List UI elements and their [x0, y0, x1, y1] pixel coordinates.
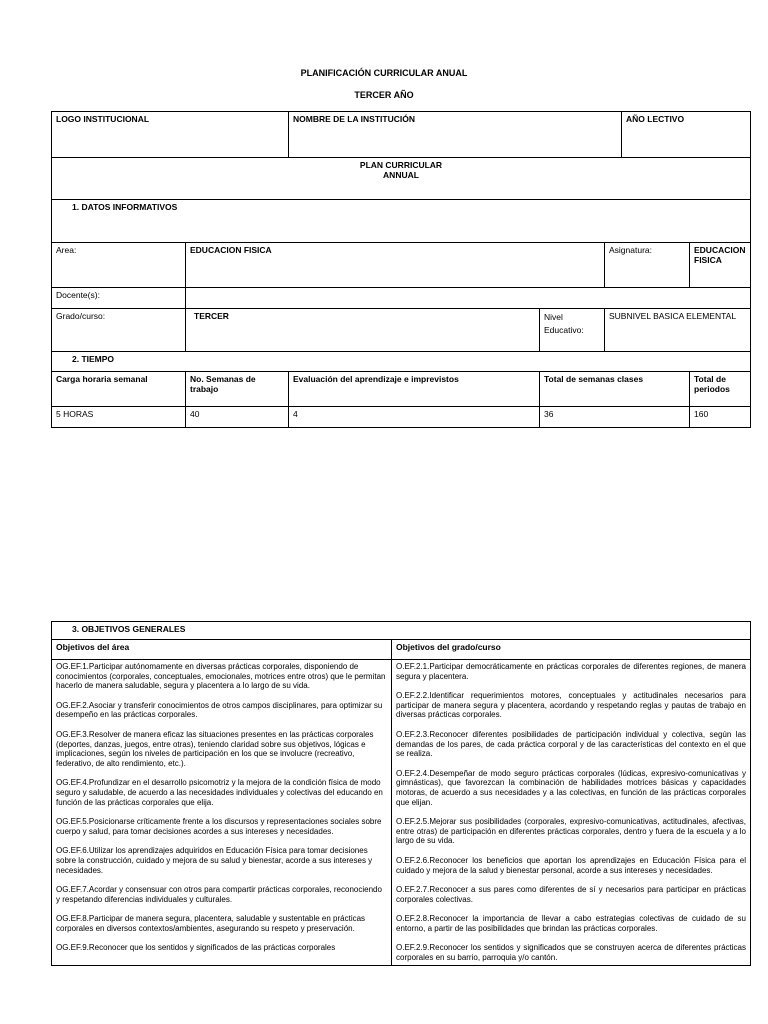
objetivo-grado-item: O.EF.2.1.Participar democráticamente en prácticas corporales de diferentes regiones, de manera segura y placentera.	[396, 662, 746, 681]
grado-value: TERCER	[186, 309, 540, 352]
nivel-label	[540, 309, 605, 352]
objetivo-area-item: OG.EF.3.Resolver de manera eficaz las situaciones presentes en las prácticas corporales (deportes, danzas, juegos, entre otras), teniendo claridad sobre sus objetivos, lógicas e implicaciones, según los niveles de participación en los que se involucre (recreativo, federativo, de alto rendimiento, etc.).	[56, 729, 374, 768]
plan-heading-line2: ANNUAL	[383, 170, 419, 181]
objetivo-grado-item: O.EF.2.5.Mejorar sus posibilidades (corporales, expresivo-comunicativas, actitudinales, afectivas, entre otras) de participación en diferentes prácticas corporales, dentro y fuera de la escuela y a lo largo de su vida.	[396, 817, 746, 846]
tiempo-header-evaluacion: Evaluación del aprendizaje e imprevistos	[289, 372, 540, 407]
docente-value	[186, 288, 751, 309]
objetivo-grado-item: O.EF.2.9.Reconocer los sentidos y significados que se construyen acerca de diferentes prácticas corporales en su barrio, parroquia y/o cantón.	[396, 943, 746, 963]
area-value: EDUCACION FISICA	[186, 243, 605, 288]
tiempo-value-periodos: 160	[690, 407, 751, 428]
tiempo-value-evaluacion: 4	[289, 407, 540, 428]
tiempo-header-carga: Carga horaria semanal	[52, 372, 186, 407]
grado-label: Grado/curso:	[52, 309, 186, 352]
document-subtitle: TERCER AÑO	[354, 90, 414, 100]
plan-heading-line1: PLAN CURRICULAR	[359, 160, 443, 170]
objetivo-area-item: OG.EF.7.Acordar y consensuar con otros para compartir prácticas corporales, reconociendo y respetando diferencias individuales y culturales.	[56, 885, 382, 904]
nivel-label-line1: Nivel	[544, 312, 563, 322]
objetivos-area-header: Objetivos del área	[52, 640, 392, 660]
objetivo-area-item: OG.EF.4.Profundizar en el desarrollo psicomotriz y la mejora de la condición física de modo seguro y saludable, de acuerdo a las necesidades individuales y colectivas del educando en función de las prácticas corporales que elija.	[56, 778, 383, 807]
logo-cell: LOGO INSTITUCIONAL	[52, 112, 289, 158]
objetivos-area-list	[52, 660, 392, 966]
datos-heading: 1. DATOS INFORMATIVOS	[52, 200, 751, 243]
objetivo-grado-item: O.EF.2.8.Reconocer la importancia de llevar a cabo estrategias colectivas de cuidado de su entorno, a partir de las posibilidades que brindan las prácticas corporales.	[396, 914, 746, 933]
school-year-cell: AÑO LECTIVO	[622, 112, 751, 158]
objetivo-grado-item: O.EF.2.6.Reconocer los beneficios que aportan los aprendizajes en Educación Física para el cuidado y mejora de la salud y bienestar personal, acorde a sus intereses y necesidades.	[396, 855, 746, 875]
tiempo-header-periodos: Total de periodos	[690, 372, 751, 407]
objetivos-table	[51, 621, 751, 966]
tiempo-header-semanas: No. Semanas de trabajo	[186, 372, 289, 407]
objetivo-area-item: OG.EF.8.Participar de manera segura, placentera, saludable y sustentable en prácticas corporales en diversos contextos/ambientes, asegurando su respeto y preservación.	[56, 914, 366, 933]
objetivo-grado-item: O.EF.2.7.Reconocer a sus pares como diferentes de sí y necesarios para participar en prácticas corporales colectivas.	[396, 885, 746, 904]
nivel-label-line2: Educativo:	[544, 324, 584, 335]
planning-table	[51, 111, 751, 428]
objetivo-grado-item: O.EF.2.4.Desempeñar de modo seguro prácticas corporales (lúdicas, expresivo-comunicativas y gimnásticas), que favorezcan la combinación de habilidades motrices básicas y capacidades motoras, de acuerdo a sus necesidades y a las colectivas, en función de las prácticas corporales que elijan.	[396, 768, 746, 807]
document-title: PLANIFICACIÓN CURRICULAR ANUAL	[300, 68, 468, 78]
objetivos-grado-list	[392, 660, 751, 966]
objetivo-area-item: OG.EF.2.Asociar y transferir conocimientos de otros campos disciplinares, para optimizar su desempeño en las prácticas corporales.	[56, 700, 383, 720]
objetivo-area-item: OG.EF.1.Participar autónomamente en diversas prácticas corporales, disponiendo de conocimientos (corporales, conceptuales, emocionales, motrices entre otros) que le permitan hacerlo de manera saludable, segura y placentera a lo largo de su vida.	[56, 662, 386, 691]
objetivos-grado-header: Objetivos del grado/curso	[392, 640, 751, 660]
institution-name-cell: NOMBRE DE LA INSTITUCIÓN	[289, 112, 622, 158]
asignatura-label: Asignatura:	[605, 243, 690, 288]
tiempo-value-semanas: 40	[186, 407, 289, 428]
objetivo-grado-item: O.EF.2.2.Identificar requerimientos motores, conceptuales y actitudinales necesarios para participar de manera segura y placentera, acordando y respetando reglas y pautas de trabajo en diversas prácticas corporales.	[396, 691, 746, 720]
area-label: Area:	[52, 243, 186, 288]
objetivo-area-item: OG.EF.6.Utilizar los aprendizajes adquiridos en Educación Física para tomar decisiones sobre la construcción, cuidado y mejora de su salud y bienestar, acorde a sus intereses y necesidades.	[56, 846, 373, 875]
objetivo-area-item: OG.EF.5.Posicionarse críticamente frente a los discursos y representaciones sociales sobre cuerpo y salud, para tomar decisiones acordes a sus intereses y necesidades.	[56, 817, 382, 836]
tiempo-value-total-semanas: 36	[540, 407, 690, 428]
objetivo-area-item: OG.EF.9.Reconocer que los sentidos y significados de las prácticas corporales	[56, 943, 336, 953]
tiempo-value-carga: 5 HORAS	[52, 407, 186, 428]
plan-heading	[52, 158, 751, 200]
docente-label: Docente(s):	[52, 288, 186, 309]
objetivos-heading: 3. OBJETIVOS GENERALES	[52, 622, 751, 640]
tiempo-heading: 2. TIEMPO	[52, 352, 751, 372]
asignatura-value: EDUCACION FISICA	[690, 243, 751, 288]
tiempo-header-total-semanas: Total de semanas clases	[540, 372, 690, 407]
objetivo-grado-item: O.EF.2.3.Reconocer diferentes posibilidades de participación individual y colectiva, según las demandas de los pares, de cada práctica corporal y de las características del contexto en el que se realiza.	[396, 729, 746, 759]
nivel-value: SUBNIVEL BASICA ELEMENTAL	[605, 309, 751, 352]
